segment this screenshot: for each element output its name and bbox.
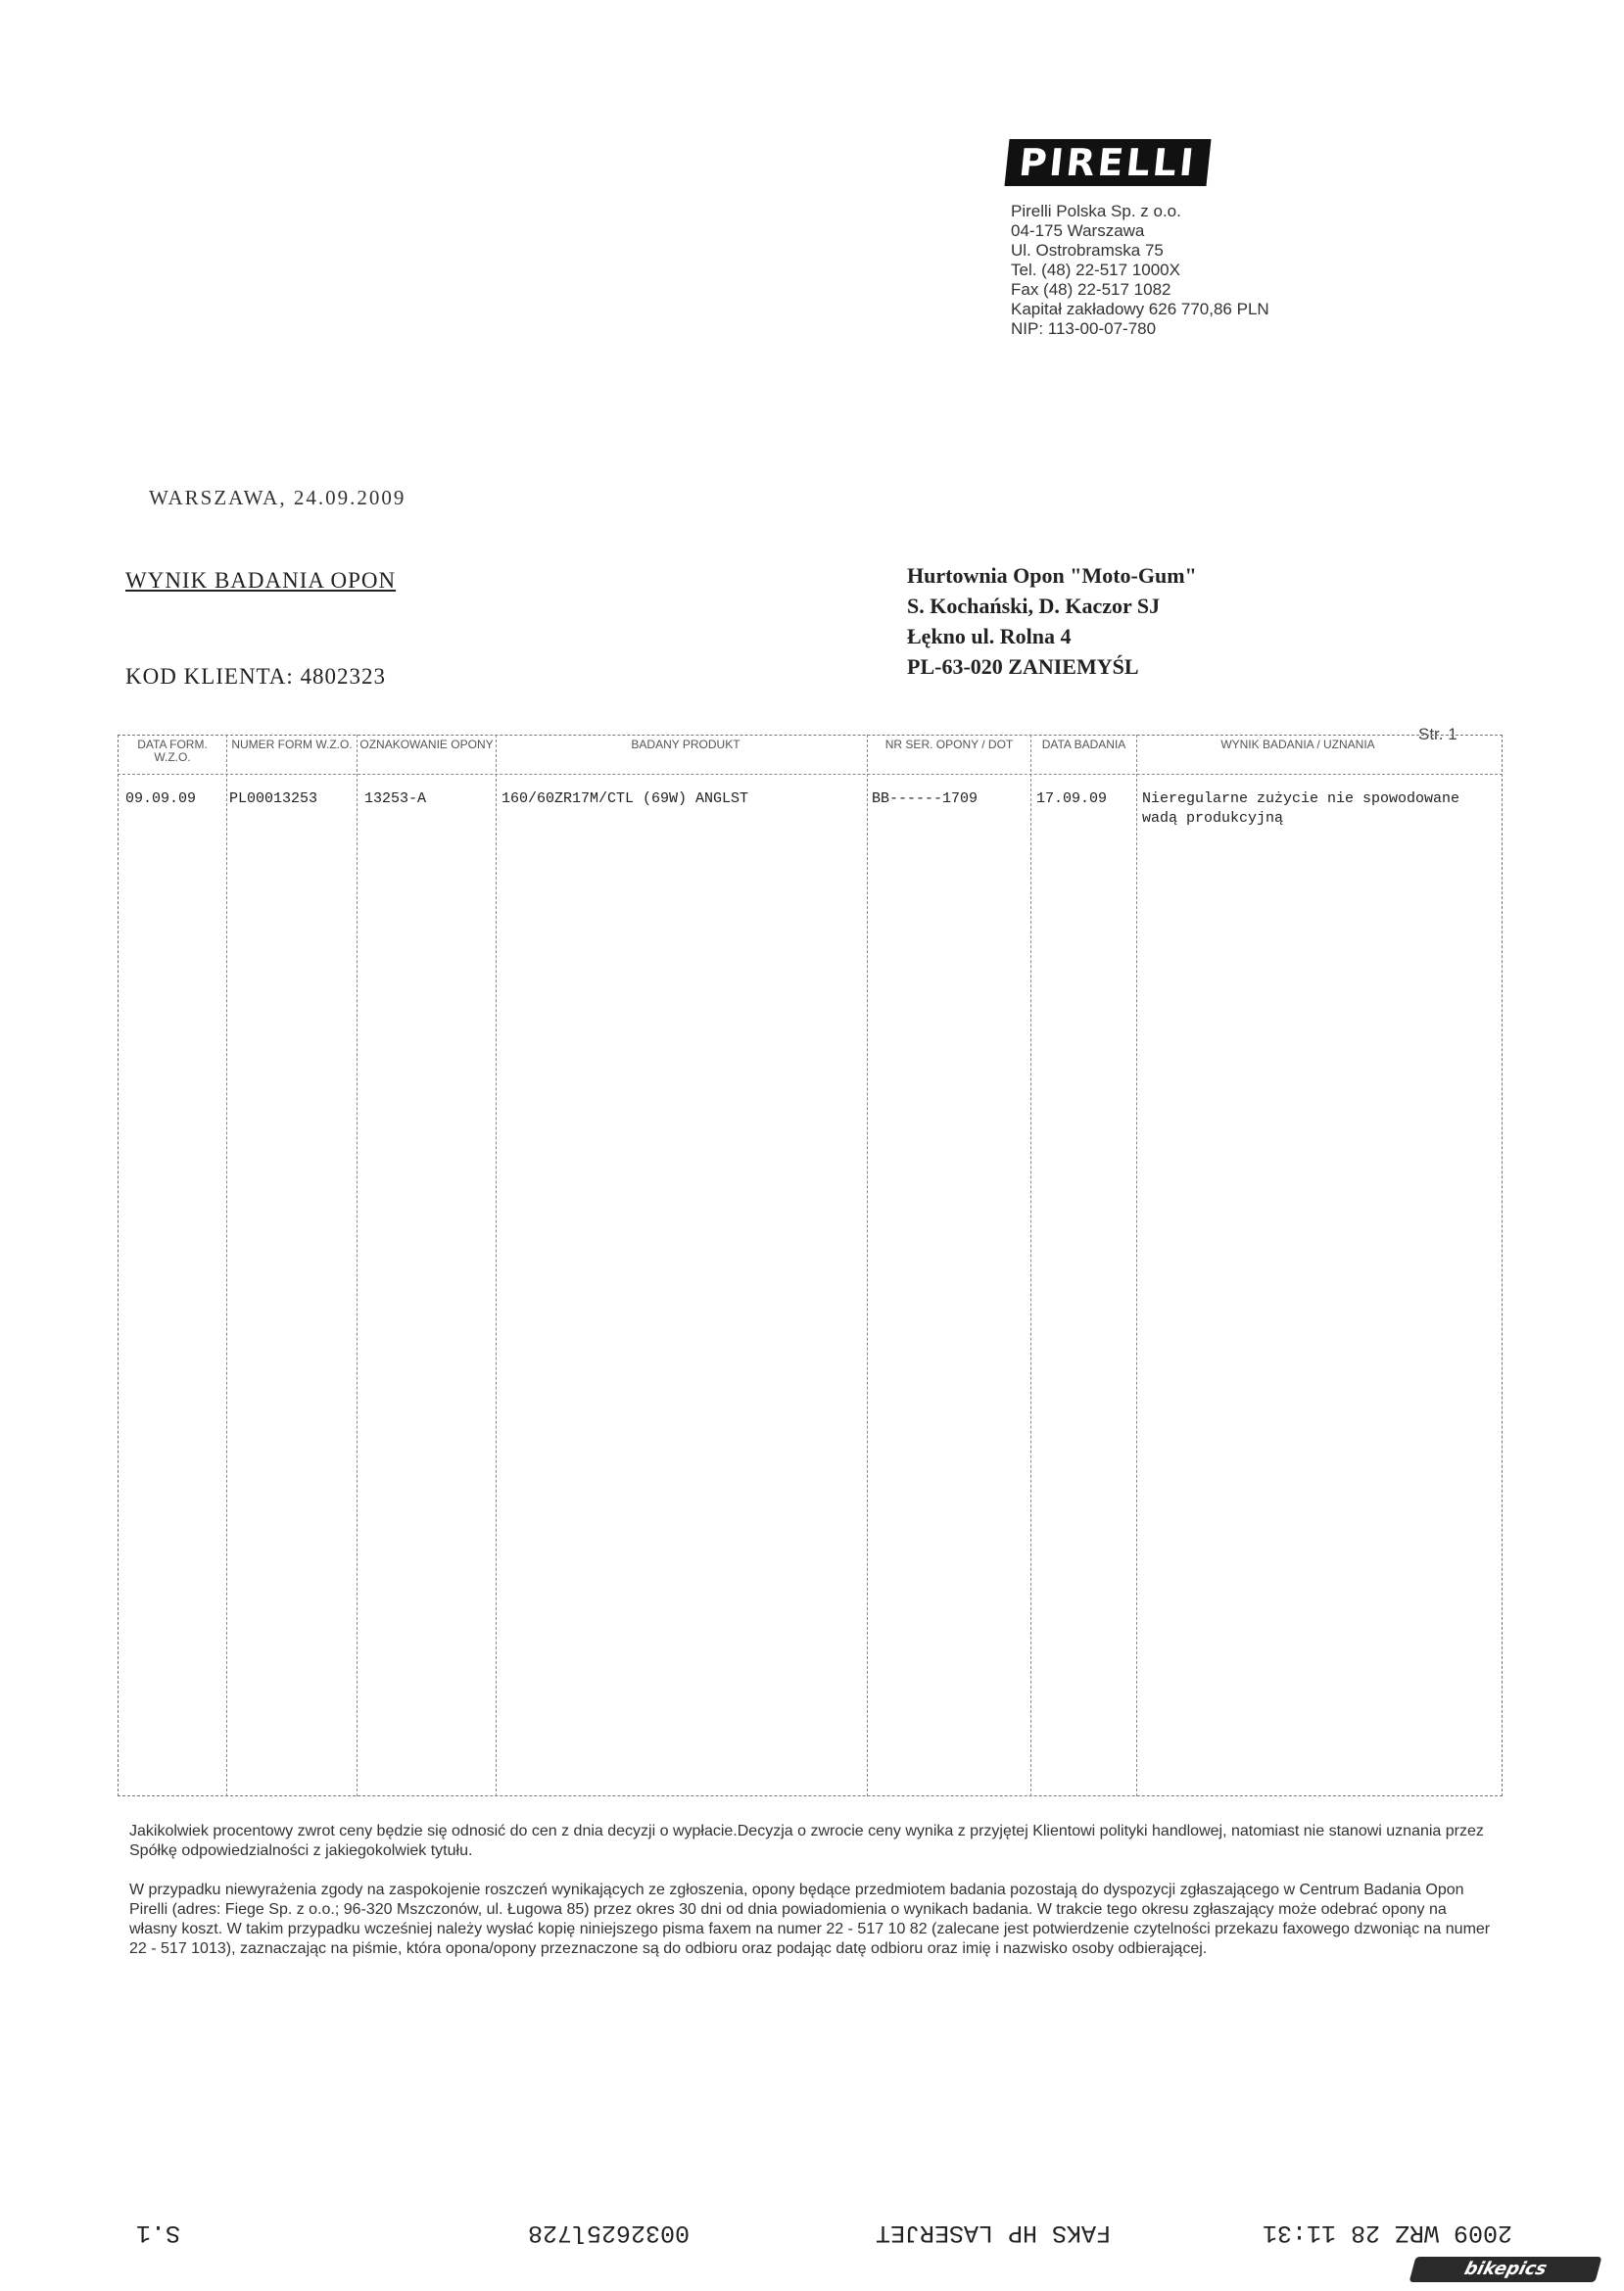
cell-product: 160/60ZR17M/CTL (69W) ANGLST xyxy=(502,790,749,807)
table-header-form-number: NUMER FORM W.Z.O. xyxy=(231,738,353,751)
table-header-result: WYNIK BADANIA / UZNANIA xyxy=(1220,738,1375,751)
results-table xyxy=(118,735,1503,1796)
column-divider xyxy=(496,735,497,1796)
fax-timestamp: 2009 WRZ 28 11:31 xyxy=(1262,2219,1512,2247)
table-header-product: BADANY PRODUKT xyxy=(631,738,740,751)
column-divider xyxy=(357,735,358,1796)
cell-result: Nieregularne zużycie nie spowodowane wadą produkcyjną xyxy=(1142,790,1460,827)
note-paragraph: W przypadku niewyrażenia zgody na zaspokojenie roszczeń wynikających ze zgłoszenia, opony będące przedmiotem badania pozostają do dyspozycji zgłaszającego w Centrum Badania Opon Pirelli (adres: Fiege Sp. z o.o.; 96-320 Mszczonów, ul. Ługowa 85) przez okres 30 dni od dnia powiadomienia o wynikach badania. W trakcie tego okresu zgłaszający może odebrać opony na własny koszt. W takim przypadku wcześniej należy wysłać kopię niniejszego pisma faxem na numer 22 - 517 10 82 (zalecane jest potwierdzenie czytelności przekazu faxowego dzwoniąc na numer 22 - 517 1013), zaznaczając na piśmie, która opona/opony przeznaczone są do odbioru oraz podając datę odbioru oraz imię i nazwisko osoby odbierającej. xyxy=(129,1882,1491,1957)
cell-date-form: 09.09.09 xyxy=(125,790,197,807)
cell-form-number: PL00013253 xyxy=(229,790,318,807)
recipient-line: PL-63-020 ZANIEMYŚL xyxy=(907,654,1139,679)
terms-notes xyxy=(129,1822,1491,1979)
recipient-address xyxy=(907,560,1197,682)
recipient-line: S. Kochański, D. Kaczor SJ xyxy=(907,594,1161,618)
company-line: NIP: 113-00-07-780 xyxy=(1011,319,1157,338)
fax-page: S.1 xyxy=(135,2219,180,2247)
table-header-serial-dot: NR SER. OPONY / DOT xyxy=(884,738,1014,751)
client-code: KOD KLIENTA: 4802323 xyxy=(125,664,387,689)
company-address xyxy=(1011,202,1269,339)
table-header-tire-marking: OZNAKOWANIE OPONY xyxy=(359,738,494,751)
company-line: Pirelli Polska Sp. z o.o. xyxy=(1011,202,1181,220)
column-divider xyxy=(1136,735,1137,1796)
cell-tire-marking: 13253-A xyxy=(364,790,427,807)
document-title: WYNIK BADANIA OPON xyxy=(125,568,397,593)
company-line: 04-175 Warszawa xyxy=(1011,221,1145,240)
company-line: Tel. (48) 22-517 1000X xyxy=(1011,261,1180,279)
city-date: WARSZAWA, 24.09.2009 xyxy=(149,486,406,509)
table-header-test-date: DATA BADANIA xyxy=(1041,738,1126,751)
company-line: Ul. Ostrobramska 75 xyxy=(1011,241,1164,260)
cell-test-date: 17.09.09 xyxy=(1036,790,1108,807)
fax-device: FAKS HP LASERJET xyxy=(875,2219,1111,2247)
cell-serial-dot: BB------1709 xyxy=(872,790,979,807)
fax-footer xyxy=(112,2212,1512,2251)
table-header-divider xyxy=(118,774,1503,775)
column-divider xyxy=(226,735,227,1796)
note-paragraph: Jakikolwiek procentowy zwrot ceny będzie się odnosić do cen z dnia decyzji o wypłacie.Decyzja o zwrocie ceny wynika z przyjętej Klientowi polityki handlowej, natomiast nie stanowi uznania przez Spółkę odpowiedzialności z jakiegokolwiek tytułu. xyxy=(129,1823,1484,1859)
fax-number: 0032625l728 xyxy=(527,2219,690,2247)
pirelli-logo: PIRELLI xyxy=(1004,139,1211,186)
column-divider xyxy=(867,735,868,1796)
column-divider xyxy=(1030,735,1031,1796)
company-line: Kapitał zakładowy 626 770,86 PLN xyxy=(1011,300,1269,318)
bikepics-watermark: bikepics xyxy=(1409,2257,1602,2282)
table-header-date-form: DATA FORM. W.Z.O. xyxy=(137,738,208,764)
recipient-line: Łękno ul. Rolna 4 xyxy=(907,624,1072,648)
recipient-line: Hurtownia Opon "Moto-Gum" xyxy=(907,563,1197,588)
page-number: Str. 1 xyxy=(1418,725,1457,743)
company-line: Fax (48) 22-517 1082 xyxy=(1011,280,1171,299)
